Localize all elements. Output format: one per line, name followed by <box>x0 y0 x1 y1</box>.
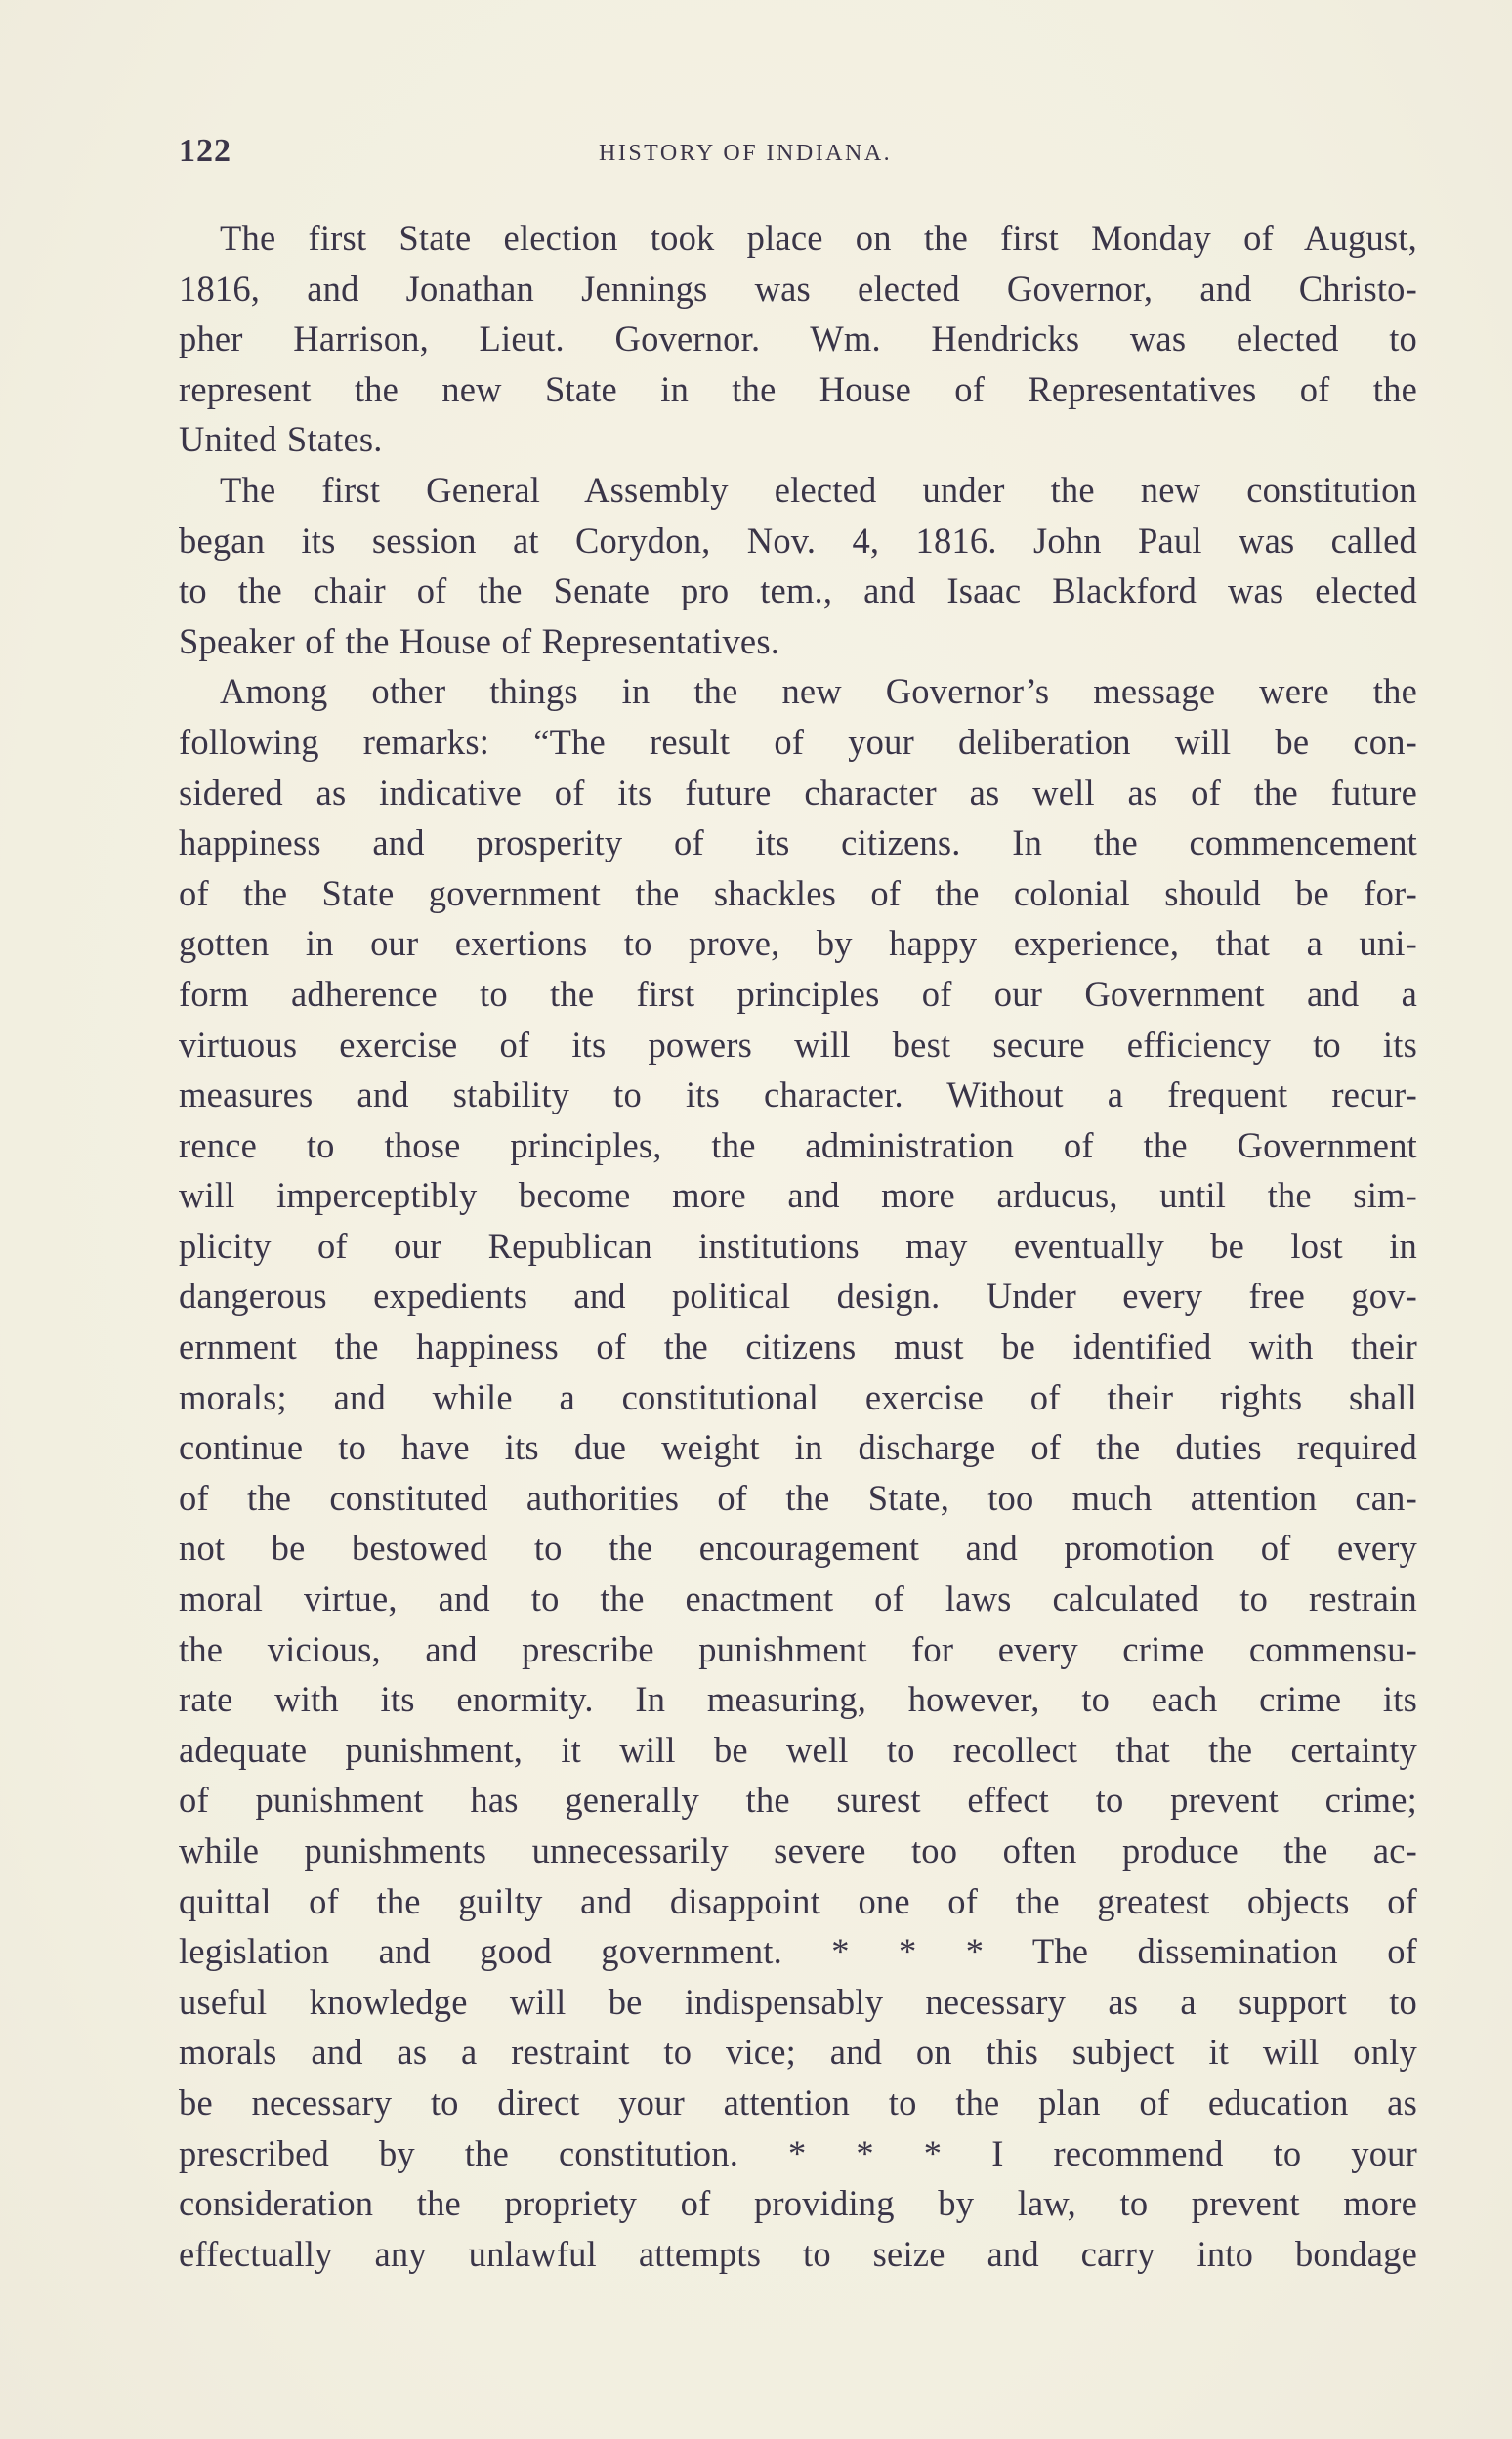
text-line: to the chair of the Senate pro tem., and Isaac Blackford was elected <box>179 570 1417 611</box>
text-line: represent the new State in the House of Representatives of the <box>179 368 1417 409</box>
text-line: adequate punishment, it will be well to recollect that the certainty <box>179 1729 1417 1770</box>
page-number: 122 <box>179 133 231 169</box>
text-line: rence to those principles, the administration of the Government <box>179 1124 1417 1165</box>
text-line: of the constituted authorities of the State, too much attention can- <box>179 1477 1417 1518</box>
page-header <box>179 133 1417 172</box>
text-line: continue to have its due weight in discharge of the duties required <box>179 1427 1417 1468</box>
text-line: The first State election took place on the first Monday of August, <box>220 218 1417 258</box>
text-line: useful knowledge will be indispensably necessary as a support to <box>179 1981 1417 2022</box>
text-line: United States. <box>179 419 383 460</box>
paragraph-3 <box>179 666 1417 2279</box>
text-line: legislation and good government. * * * The dissemination of <box>179 1931 1417 1972</box>
text-line: The first General Assembly elected under the new constitution <box>220 469 1417 510</box>
text-line: measures and stability to its character. Without a frequent recur- <box>179 1074 1417 1115</box>
text-line: ernment the happiness of the citizens must be identified with their <box>179 1326 1417 1367</box>
text-line: while punishments unnecessarily severe too often produce the ac- <box>179 1830 1417 1871</box>
text-line: form adherence to the first principles of our Government and a <box>179 973 1417 1014</box>
text-line: moral virtue, and to the enactment of laws calculated to restrain <box>179 1578 1417 1619</box>
text-line: following remarks: “The result of your deliberation will be con- <box>179 721 1417 762</box>
text-line: virtuous exercise of its powers will best secure efficiency to its <box>179 1024 1417 1065</box>
text-line: morals and as a restraint to vice; and on this subject it will only <box>179 2032 1417 2073</box>
text-line: prescribed by the constitution. * * * I recommend to your <box>179 2132 1417 2173</box>
text-line: not be bestowed to the encouragement and promotion of every <box>179 1528 1417 1569</box>
text-line: gotten in our exertions to prove, by happy experience, that a uni- <box>179 923 1417 964</box>
paragraph-1 <box>179 213 1417 465</box>
text-line: the vicious, and prescribe punishment for every crime commensu- <box>179 1628 1417 1669</box>
text-line: pher Harrison, Lieut. Governor. Wm. Hendricks was elected to <box>179 318 1417 359</box>
body-text <box>179 213 1417 2279</box>
text-line: 1816, and Jonathan Jennings was elected Governor, and Christo- <box>179 268 1417 309</box>
text-line: Among other things in the new Governor’s message were the <box>220 671 1417 712</box>
running-head: HISTORY OF INDIANA. <box>599 141 893 166</box>
text-line: effectually any unlawful attempts to seize and carry into bondage <box>179 2233 1417 2274</box>
text-line: quittal of the guilty and disappoint one of the greatest objects of <box>179 1880 1417 1921</box>
paragraph-2 <box>179 465 1417 666</box>
text-line: began its session at Corydon, Nov. 4, 1816. John Paul was called <box>179 520 1417 561</box>
text-line: will imperceptibly become more and more arducus, until the sim- <box>179 1175 1417 1216</box>
text-line: happiness and prosperity of its citizens. In the commencement <box>179 822 1417 863</box>
text-line: of punishment has generally the surest effect to prevent crime; <box>179 1780 1417 1821</box>
text-line: sidered as indicative of its future character as well as of the future <box>179 772 1417 813</box>
text-line: rate with its enormity. In measuring, however, to each crime its <box>179 1679 1417 1720</box>
text-line: plicity of our Republican institutions may eventually be lost in <box>179 1225 1417 1266</box>
text-line: be necessary to direct your attention to the plan of education as <box>179 2082 1417 2123</box>
text-line: consideration the propriety of providing by law, to prevent more <box>179 2183 1417 2224</box>
text-line: Speaker of the House of Representatives. <box>179 620 780 661</box>
text-line: morals; and while a constitutional exercise of their rights shall <box>179 1376 1417 1417</box>
text-line: dangerous expedients and political design. Under every free gov- <box>179 1276 1417 1317</box>
text-line: of the State government the shackles of the colonial should be for- <box>179 872 1417 913</box>
